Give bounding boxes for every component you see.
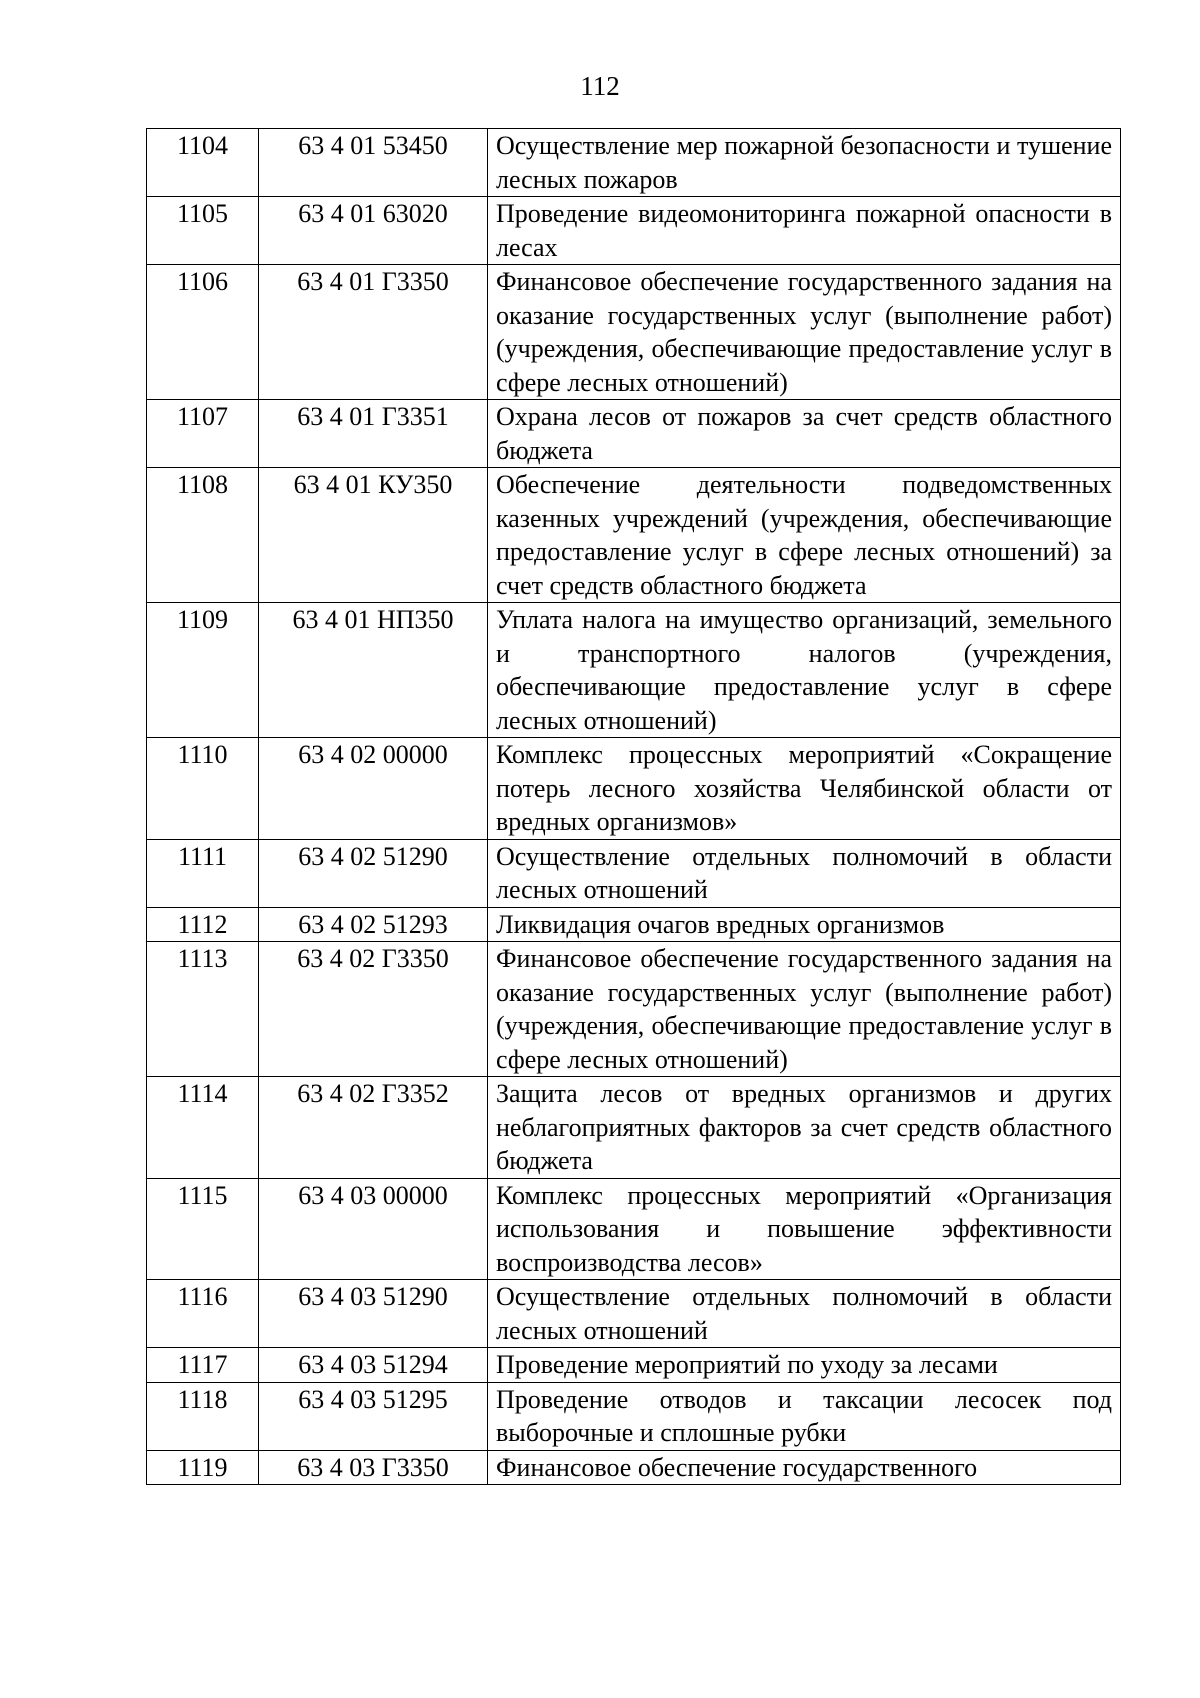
table-row: [147, 839, 1121, 907]
table-row: [147, 603, 1121, 738]
row-number-cell: 1119: [147, 1450, 259, 1485]
budget-classification-table: [146, 128, 1121, 1485]
item-description-cell: Осуществление мер пожарной безопасности и тушение лесных пожаров: [488, 129, 1121, 197]
table-row: [147, 1450, 1121, 1485]
table-row: [147, 738, 1121, 840]
classification-code-cell: 63 4 01 КУ350: [259, 468, 488, 603]
row-number-cell: 1117: [147, 1348, 259, 1383]
row-number-cell: 1104: [147, 129, 259, 197]
row-number-cell: 1107: [147, 400, 259, 468]
row-number-cell: 1108: [147, 468, 259, 603]
item-description-cell: Осуществление отдельных полномочий в области лесных отношений: [488, 839, 1121, 907]
row-number-cell: 1106: [147, 265, 259, 400]
classification-code-cell: 63 4 03 51294: [259, 1348, 488, 1383]
table-row: [147, 907, 1121, 942]
item-description-cell: Проведение видеомониторинга пожарной опасности в лесах: [488, 197, 1121, 265]
page-number: 112: [580, 71, 620, 101]
table-row: [147, 129, 1121, 197]
classification-code-cell: 63 4 02 Г3352: [259, 1077, 488, 1179]
item-description-cell: Обеспечение деятельности подведомственных казенных учреждений (учреждения, обеспечивающие предоставление услуг в сфере лесных отношений) за счет средств областного бюджета: [488, 468, 1121, 603]
classification-code-cell: 63 4 01 Г3351: [259, 400, 488, 468]
item-description-cell: Комплекс процессных мероприятий «Организация использования и повышение эффективности воспроизводства лесов»: [488, 1178, 1121, 1280]
table-row: [147, 265, 1121, 400]
item-description-cell: Проведение отводов и таксации лесосек под выборочные и сплошные рубки: [488, 1382, 1121, 1450]
row-number-cell: 1116: [147, 1280, 259, 1348]
row-number-cell: 1114: [147, 1077, 259, 1179]
item-description-cell: Уплата налога на имущество организаций, земельного и транспортного налогов (учреждения, обеспечивающие предоставление услуг в сфере лесных отношений): [488, 603, 1121, 738]
classification-code-cell: 63 4 01 63020: [259, 197, 488, 265]
classification-code-cell: 63 4 02 00000: [259, 738, 488, 840]
classification-code-cell: 63 4 03 Г3350: [259, 1450, 488, 1485]
table-row: [147, 468, 1121, 603]
item-description-cell: Комплекс процессных мероприятий «Сокращение потерь лесного хозяйства Челябинской области от вредных организмов»: [488, 738, 1121, 840]
item-description-cell: Проведение мероприятий по уходу за лесами: [488, 1348, 1121, 1383]
item-description-cell: Финансовое обеспечение государственного: [488, 1450, 1121, 1485]
classification-code-cell: 63 4 03 00000: [259, 1178, 488, 1280]
row-number-cell: 1109: [147, 603, 259, 738]
classification-code-cell: 63 4 02 51290: [259, 839, 488, 907]
table-row: [147, 942, 1121, 1077]
classification-code-cell: 63 4 03 51295: [259, 1382, 488, 1450]
table-row: [147, 1348, 1121, 1383]
classification-code-cell: 63 4 03 51290: [259, 1280, 488, 1348]
classification-code-cell: 63 4 01 Г3350: [259, 265, 488, 400]
row-number-cell: 1105: [147, 197, 259, 265]
row-number-cell: 1118: [147, 1382, 259, 1450]
table-row: [147, 400, 1121, 468]
row-number-cell: 1115: [147, 1178, 259, 1280]
item-description-cell: Охрана лесов от пожаров за счет средств областного бюджета: [488, 400, 1121, 468]
table-body: [147, 129, 1121, 1485]
table-row: [147, 1077, 1121, 1179]
item-description-cell: Защита лесов от вредных организмов и других неблагоприятных факторов за счет средств областного бюджета: [488, 1077, 1121, 1179]
row-number-cell: 1112: [147, 907, 259, 942]
row-number-cell: 1110: [147, 738, 259, 840]
table-row: [147, 1178, 1121, 1280]
table-row: [147, 197, 1121, 265]
classification-code-cell: 63 4 01 53450: [259, 129, 488, 197]
item-description-cell: Финансовое обеспечение государственного задания на оказание государственных услуг (выполнение работ) (учреждения, обеспечивающие предоставление услуг в сфере лесных отношений): [488, 942, 1121, 1077]
item-description-cell: Финансовое обеспечение государственного задания на оказание государственных услуг (выполнение работ) (учреждения, обеспечивающие предоставление услуг в сфере лесных отношений): [488, 265, 1121, 400]
item-description-cell: Осуществление отдельных полномочий в области лесных отношений: [488, 1280, 1121, 1348]
table-row: [147, 1280, 1121, 1348]
row-number-cell: 1113: [147, 942, 259, 1077]
classification-code-cell: 63 4 02 51293: [259, 907, 488, 942]
table-row: [147, 1382, 1121, 1450]
classification-code-cell: 63 4 02 Г3350: [259, 942, 488, 1077]
classification-code-cell: 63 4 01 НП350: [259, 603, 488, 738]
item-description-cell: Ликвидация очагов вредных организмов: [488, 907, 1121, 942]
row-number-cell: 1111: [147, 839, 259, 907]
